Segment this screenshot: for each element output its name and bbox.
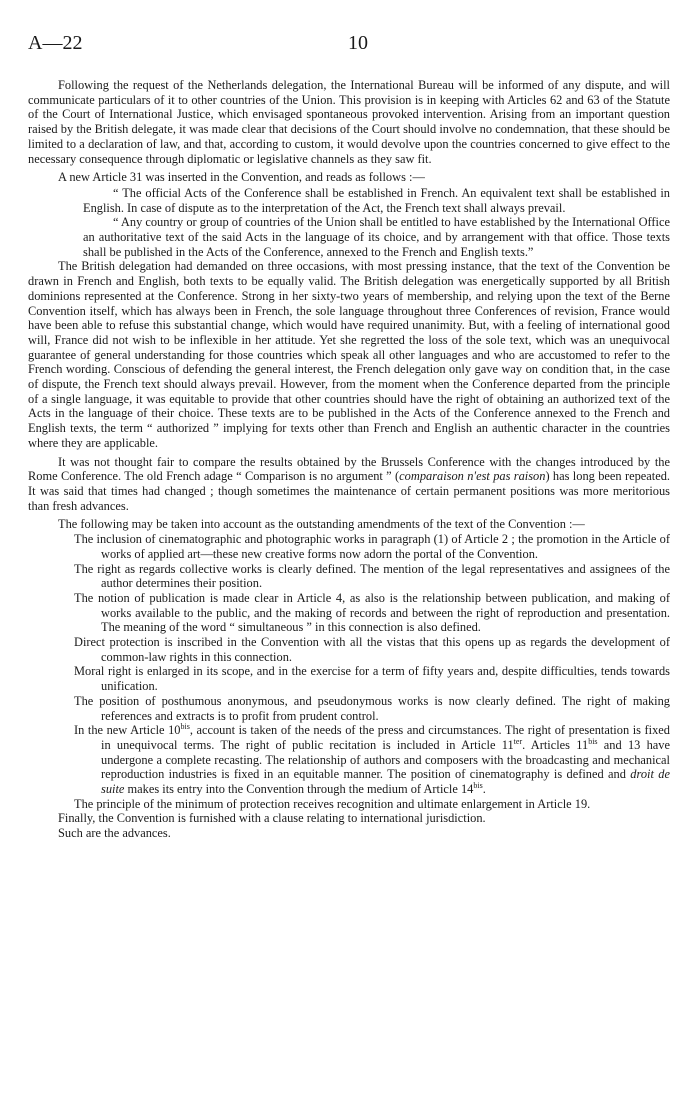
amendment-text: and 13 have undergone a complete recasting. The relationship of authors and composers with the broadcasting and mechanical reproduction industries is fixed in an equitable manner. The position of cinematography is defined and xyxy=(101,737,670,782)
amendment-item-minimum-protection: The principle of the minimum of protection receives recognition and ultimate enlargement in Article 19. xyxy=(74,796,591,811)
paragraph-netherlands-dispute: Following the request of the Netherlands delegation, the International Bureau will be informed of any dispute, and will communicate particulars of it to other countries of the Union. This provision is in keeping with Articles 62 and 63 of the Statute of the Court of International Justice, which envisaged spontaneous provoked intervention. Arising from an important question raised by the British delegate, it was made clear that decisions of the Court should involve no condemnation, that these should be limited to a declaration of law, and that, according to custom, it would devolve upon the countries concerned to give effect to the necessary consequence through diplomatic or legislative channels as they saw fit. xyxy=(28,78,670,166)
amendment-item-cinematographic: The inclusion of cinematographic and photographic works in paragraph (1) of Article 2 ; the promotion in the Article of works of applied art—these new creative forms now adorn the portal of the Convention. xyxy=(74,532,670,561)
paragraph-amendments-intro: The following may be taken into account as the outstanding amendments of the text of the Convention :— xyxy=(58,517,585,532)
superscript-ter: ter xyxy=(513,736,523,746)
page-number: 10 xyxy=(348,32,368,54)
body-text xyxy=(28,78,670,841)
paragraph-jurisdiction-clause: Finally, the Convention is furnished with a clause relating to international jurisdiction. xyxy=(58,811,486,826)
document-reference: A—22 xyxy=(28,32,83,54)
amendment-item-collective-works: The right as regards collective works is clearly defined. The mention of the legal representatives and assignees of the author determines their position. xyxy=(74,561,670,591)
paragraph-article-31-intro: A new Article 31 was inserted in the Convention, and reads as follows :— xyxy=(58,170,425,185)
amendment-item-publication: The notion of publication is made clear in Article 4, as also is the relationship between publication, and making of works available to the public, and the making of records and between the right of reproduction and presentation. The meaning of the word “ simultaneous ” in this connection is also defined. xyxy=(74,590,670,635)
superscript-bis: bis xyxy=(180,722,190,732)
amendment-text: , account is taken of the needs of the press and circumstances. The right of presentation is fixed in unequivocal terms. The right of public recitation is included in Article 11 xyxy=(101,723,670,752)
amendment-item-article-10bis xyxy=(28,723,670,797)
amendment-item-moral-right: Moral right is enlarged in its scope, and in the exercise for a term of fifty years and, despite difficulties, tends towards unification. xyxy=(74,664,670,694)
quote-official-acts: “ The official Acts of the Conference shall be established in French. An equivalent text shall be established in English. In case of dispute as to the interpretation of the Act, the French text shall always prevail. xyxy=(83,185,670,215)
superscript-bis: bis xyxy=(473,781,483,791)
amendment-text: . xyxy=(482,782,486,797)
quote-authoritative-text: “ Any country or group of countries of the Union shall be entitled to have established by the International Office an authoritative text of the said Acts in the language of its choice, and by arrangement with that office. Those texts shall be published in the Acts of the Conference, annexed to the French and English texts.” xyxy=(83,215,670,259)
amendment-text: In the new Article 10 xyxy=(74,723,181,738)
paragraph-brussels-text-1: It was not thought fair to compare the results obtained by the Brussels Conference with the changes introduced by the Rome Conference. The old French adage “ Comparison is no argument ” ( xyxy=(28,454,670,484)
droit-de-suite-italic: droit de suite xyxy=(101,767,670,797)
paragraph-closing: Such are the advances. xyxy=(58,826,171,841)
amendment-item-posthumous-works: The position of posthumous anonymous, and pseudonymous works is now clearly defined. The right of making references and extracts is to profit from prudent control. xyxy=(74,693,670,723)
amendment-text: . Articles 11 xyxy=(522,737,589,752)
paragraph-brussels-comparison xyxy=(28,455,670,514)
paragraph-british-delegation: The British delegation had demanded on three occasions, with most pressing instance, that the text of the Convention be drawn in French and English, both texts to be equally valid. The British delegation was energetically supported by all British dominions represented at the Conference. Strong in her sixty-two years of membership, and relying upon the text of the Berne Convention itself, which has always been in French, the sole language throughout three Conferences of revision, France would have been able to refuse this substantial change, which would have required unanimity. But, with a feeling of international good will, France did not wish to be inflexible in her attitude. Yet she regretted the loss of the sole text, which was an unequivocal guarantee of general understanding for those countries which speak all other languages and who are accustomed to refer to the French wording. Conscious of defending the general interest, the French delegation only gave way on condition that, in the case of dispute, the French text should always prevail. However, from the moment when the Conference departed from the principle of a single language, it was equitable to provide that other countries should have the right of obtaining an authorized text of the Acts in the language of their choice. These texts are to be published in the Acts of the Conference annexed to the French and English texts, the term “ authorized ” implying for texts other than French and English an authentic character in the countries where they are applicable. xyxy=(28,259,670,450)
french-adage-italic: comparaison n'est pas raison xyxy=(399,469,546,484)
amendment-item-direct-protection: Direct protection is inscribed in the Convention with all the vistas that this opens up as regards the development of common-law rights in this connection. xyxy=(74,635,670,664)
superscript-bis: bis xyxy=(588,736,598,746)
page-header xyxy=(28,32,672,56)
paragraph-brussels-text-2: ) has long been repeated. It was said that times had changed ; though sometimes the maintenance of certain permanent positions was more meritorious than fresh advances. xyxy=(28,469,670,513)
amendment-text: makes its entry into the Convention through the medium of Article 14 xyxy=(124,782,474,797)
